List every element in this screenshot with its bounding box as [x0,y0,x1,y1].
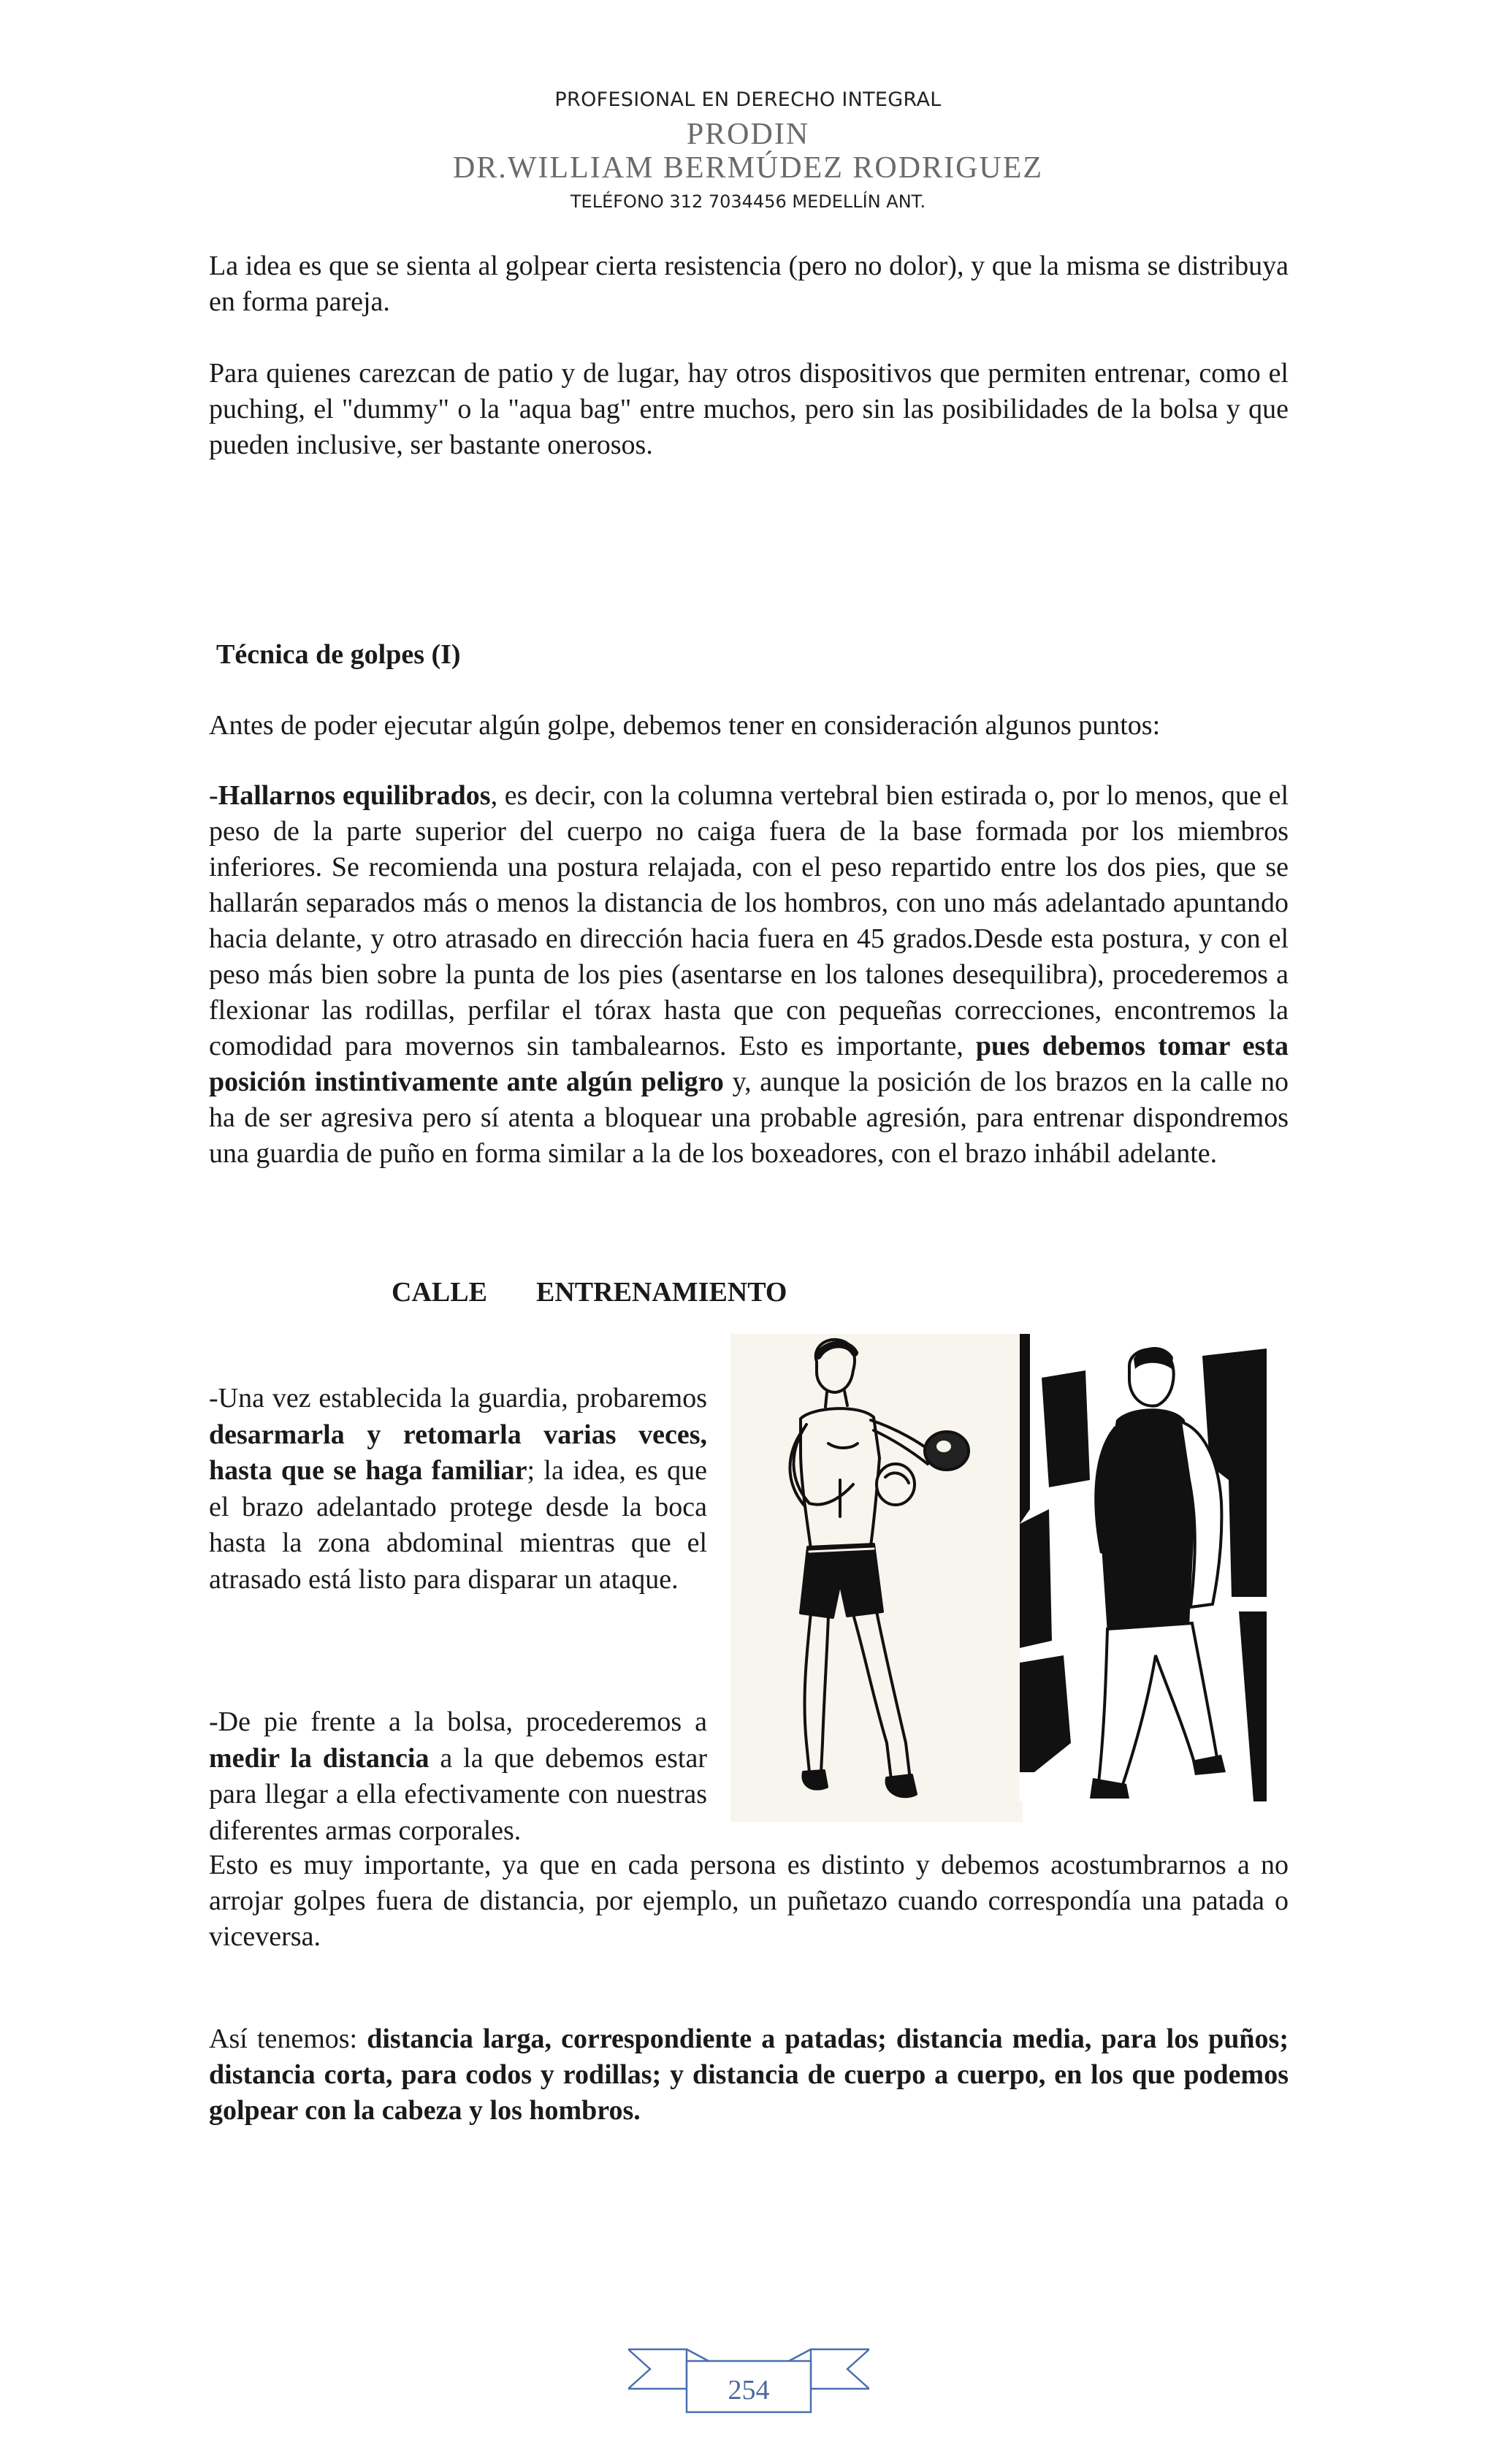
text-distances-1: Así tenemos: [209,2024,367,2054]
bold-distances: distancia larga, correspondiente a patadas; distancia media, para los puños; distancia corta, para codos y rodillas; y distancia de cuerpo a cuerpo, en los que podemos golpear con la cabeza y los hombros. [209,2024,1289,2126]
text-distance-1: -De pie frente a la bolsa, procederemos a [209,1706,707,1737]
paragraph-balance [209,778,1289,1172]
label-entrenamiento: ENTRENAMIENTO [536,1277,787,1308]
header-firm-name: PRODIN [686,118,810,151]
boxer-stance-drawing [730,1334,1023,1822]
paragraph-guard [209,1381,707,1598]
paragraph-resistance: La idea es que se sienta al golpear cierta resistencia (pero no dolor), y que la misma se distribuya en forma pareja. [209,251,1289,317]
street-stance-photo [1020,1334,1267,1801]
text-guard-1: -Una vez establecida la guardia, probaremos [209,1383,707,1414]
dash: - [209,780,218,811]
paragraph-devices: Para quienes carezcan de patio y de lugar, hay otros dispositivos que permiten entrenar, como el puching, el "dummy" o la "aqua bag" entre muchos, pero sin las posibilidades de la bolsa y que pueden inclusive, ser bastante onerosos. [209,358,1289,460]
boxer-illustration-background [730,1334,1023,1822]
section-title: Técnica de golpes (I) [216,639,461,670]
bold-balance: Hallarnos equilibrados [218,780,491,811]
header-phone: TELÉFONO 312 7034456 MEDELLÍN ANT. [570,191,926,212]
header-lawyer-name: DR.WILLIAM BERMÚDEZ RODRIGUEZ [452,151,1044,185]
paragraph-intro-points: Antes de poder ejecutar algún golpe, debemos tener en consideración algunos puntos: [209,710,1161,741]
text-distance-2: a la que debemos estar para llegar a ella efectivamente con nuestras diferentes armas corporales. [209,1742,708,1846]
paragraph-distance [209,1704,707,1849]
label-calle: CALLE [392,1277,487,1308]
page-number-banner [628,2343,869,2417]
text-balance-2: y, aunque la posición de los brazos en la calle no ha de ser agresiva pero sí atenta a bloquear una probable agresión, para entrenar dispondremos una guardia de puño en forma similar a la de los boxeadores, con el brazo inhábil adelante. [209,1067,1289,1169]
text-balance-1: , es decir, con la columna vertebral bien estirada o, por lo menos, que el peso de la parte superior del cuerpo no caiga fuera de la base formada por los miembros inferiores. Se recomienda una postura relajada, con el peso repartido entre los dos pies, que se hallarán separados más o menos la distancia de los hombros, con uno más adelantado apuntando hacia delante, y otro atrasado en dirección hacia fuera en 45 grados.Desde esta postura, y con el peso más bien sobre la punta de los pies (asentarse en los talones desequilibra), procederemos a flexionar las rodillas, perfilar el tórax hasta que con pequeñas correcciones, encontremos la comodidad para movernos sin tambalearnos. Esto es importante, [209,780,1289,1061]
header-firm-type: PROFESIONAL EN DERECHO INTEGRAL [554,88,942,111]
bold-instinct: pues debemos tomar esta posición instintivamente ante algún peligro [209,1031,1289,1097]
street-stance-drawing [1020,1334,1267,1801]
bold-guard: desarmarla y retomarla varias veces, hasta que se haga familiar [209,1419,707,1486]
paragraph-distances [209,2021,1289,2129]
paragraph-distance-cont: Esto es muy importante, ya que en cada persona es distinto y debemos acostumbrarnos a no arrojar golpes fuera de distancia, por ejemplo, un puñetazo cuando correspondía una patada o viceversa. [209,1850,1289,1952]
text-guard-2: ; la idea, es que el brazo adelantado protege desde la boca hasta la zona abdominal mientras que el atrasado está listo para disparar un ataque. [209,1455,707,1595]
bold-distance: medir la distancia [209,1742,430,1774]
page-number: 254 [728,2375,770,2406]
stance-illustration [730,1334,1289,1822]
